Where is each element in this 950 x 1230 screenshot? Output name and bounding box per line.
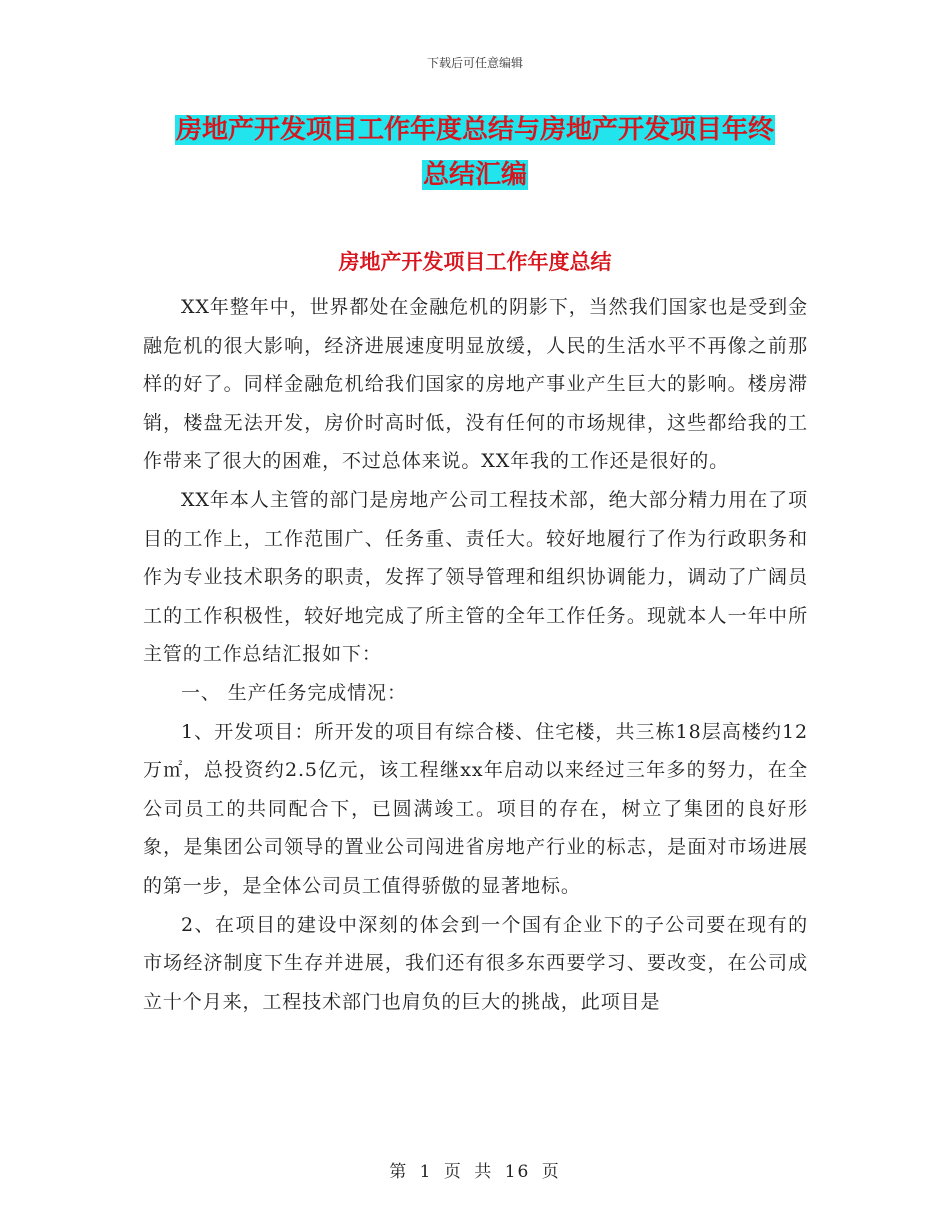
document-title bbox=[120, 108, 830, 198]
page-number: 第 1 页 共 16 页 bbox=[389, 1162, 561, 1182]
document-title-line1: 房地产开发项目工作年度总结与房地产开发项目年终 bbox=[175, 115, 774, 145]
paragraph: 1、开发项目：所开发的项目有综合楼、住宅楼，共三栋18层高楼约12万㎡，总投资约2.5亿元，该工程继xx年启动以来经过三年多的努力，在全公司员工的共同配合下，已圆满竣工。项目的存在，树立了集团的良好形象，是集团公司领导的置业公司闯进省房地产行业的标志，是面对市场进展的第一步，是全体公司员工值得骄傲的显著地标。 bbox=[143, 720, 808, 897]
paragraph: XX年整年中，世界都处在金融危机的阴影下，当然我们国家也是受到金融危机的很大影响，经济进展速度明显放缓，人民的生活水平不再像之前那样的好了。同样金融危机给我们国家的房地产事业产生巨大的影响。楼房滞销，楼盘无法开发，房价时高时低，没有任何的市场规律，这些都给我的工作带来了很大的困难，不过总体来说。XX年我的工作还是很好的。 bbox=[143, 296, 808, 473]
document-body bbox=[143, 288, 808, 1021]
document-title-line2: 总结汇编 bbox=[422, 160, 527, 190]
list-heading: 一、 生产任务完成情况： bbox=[181, 681, 407, 704]
paragraph: 2、在项目的建设中深刻的体会到一个国有企业下的子公司要在现有的市场经济制度下生存并进展，我们还有很多东西要学习、要改变，在公司成立十个月来，工程技术部门也肩负的巨大的挑战，此项目是 bbox=[143, 913, 808, 1013]
section-title: 房地产开发项目工作年度总结 bbox=[338, 250, 612, 274]
paragraph: XX年本人主管的部门是房地产公司工程技术部，绝大部分精力用在了项目的工作上，工作范围广、任务重、责任大。较好地履行了作为行政职务和作为专业技术职务的职责，发挥了领导管理和组织协调能力，调动了广阔员工的工作积极性，较好地完成了所主管的全年工作任务。现就本人一年中所主管的工作总结汇报如下： bbox=[143, 488, 808, 666]
header-note: 下载后可任意编辑 bbox=[426, 56, 523, 70]
